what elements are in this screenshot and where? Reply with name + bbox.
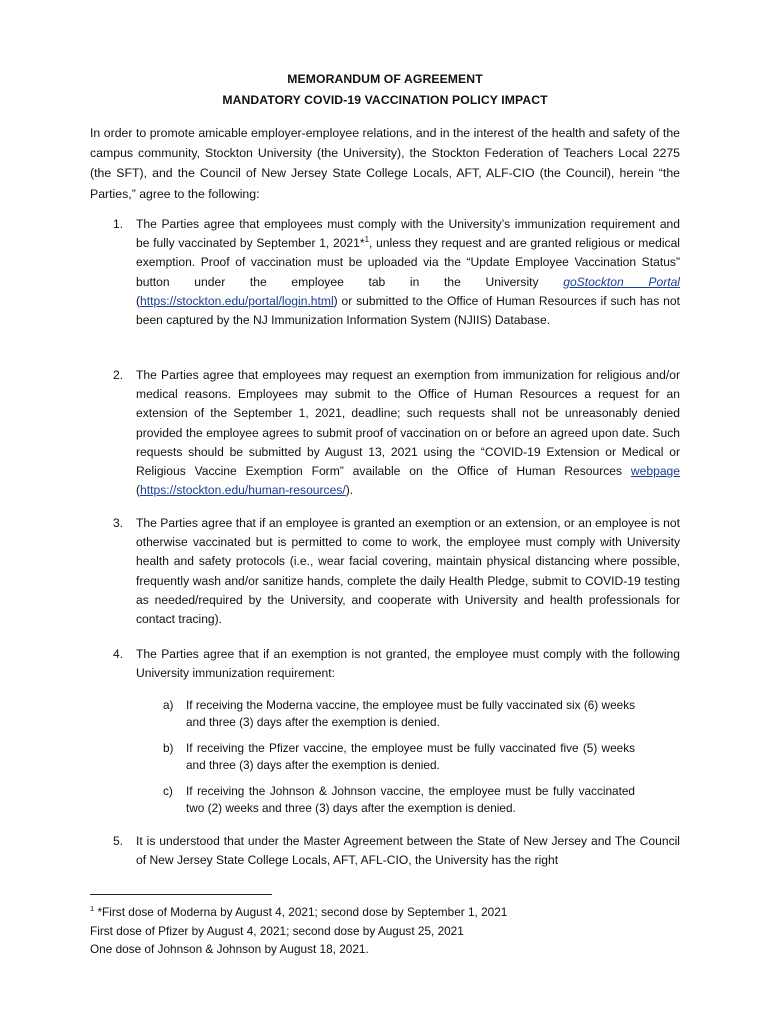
item-number: 3. <box>113 516 124 530</box>
item-number: 1. <box>113 217 124 231</box>
gostockton-portal-link[interactable]: goStockton Portal <box>563 274 680 289</box>
document-subtitle: MANDATORY COVID-19 VACCINATION POLICY IMPACT <box>222 93 548 107</box>
item-number: 5. <box>113 834 124 848</box>
list-item <box>113 514 680 629</box>
item-text: The Parties agree that employees may request an exemption from immunization for religious and/or medical reasons. Employees may submit to the Office of Human Resources a request for an extension of the September 1, 2021, deadline; such requests shall not be unreasonably denied provided the employee agrees to submit proof of vaccination on or before an agreed upon date. Such requests should be submitted by August 13, 2021 using the “COVID-19 Extension or Medical or Religious Vaccine Exemption Form” available on the Office of Human Resources webpage (https://stockton.edu/human-resources/). <box>136 368 680 498</box>
sub-item <box>163 697 635 732</box>
footnote <box>90 903 690 959</box>
sub-item-text: If receiving the Moderna vaccine, the employee must be fully vaccinated six (6) weeks and three (3) days after the exemption is denied. <box>186 698 635 730</box>
list-item <box>113 366 680 500</box>
footnote-marker: 1 <box>90 904 95 914</box>
list-item <box>113 645 680 683</box>
hr-webpage-link[interactable]: webpage <box>630 464 680 479</box>
portal-url-link[interactable]: https://stockton.edu/portal/login.html <box>140 293 334 308</box>
sub-item-text: If receiving the Pfizer vaccine, the employee must be fully vaccinated five (5) weeks and three (3) days after the exemption is denied. <box>186 741 635 773</box>
item-number: 2. <box>113 368 124 382</box>
sub-item-label: b) <box>163 741 174 755</box>
item-text: The Parties agree that if an exemption is not granted, the employee must comply with the following University immunization requirement: <box>136 647 680 681</box>
footnote-divider <box>90 894 272 895</box>
sub-item <box>163 740 635 775</box>
footnote-line: First dose of Pfizer by August 4, 2021; second dose by August 25, 2021 <box>90 923 464 938</box>
hr-url-link[interactable]: https://stockton.edu/human-resources/ <box>140 483 346 498</box>
item-number: 4. <box>113 647 124 661</box>
item-text: The Parties agree that employees must comply with the University’s immunization requirement and be fully vaccinated by September 1, 2021*$^1$, unless they request and are granted religious or medical exemption. Proof of vaccination must be uploaded via the “Update Employee Vaccination Status” button under the employee tab in the University goStockton Portal (https://stockton.edu/portal/login.html) or submitted to the Office of Human Resources if such has not been captured by the NJ Immunization Information System (NJIIS) Database. <box>136 217 680 328</box>
sub-item-label: c) <box>163 784 173 798</box>
document-title: MEMORANDUM OF AGREEMENT <box>287 72 483 86</box>
list-item <box>113 215 680 330</box>
intro-paragraph: In order to promote amicable employer-employee relations, and in the interest of the health and safety of the campus community, Stockton University (the University), the Stockton Federation of Teachers Local 2275 (the SFT), and the Council of New Jersey State College Locals, AFT, ALF-CIO (the Council), herein “the Parties,” agree to the following: <box>90 126 680 201</box>
list-item <box>113 832 680 870</box>
sub-item-text: If receiving the Johnson & Johnson vaccine, the employee must be fully vaccinated two (2) weeks and three (3) days after the exemption is denied. <box>186 784 635 816</box>
sub-item <box>163 783 635 818</box>
item-text: It is understood that under the Master Agreement between the State of New Jersey and The Council of New Jersey State College Locals, AFT, AFL-CIO, the University has the right <box>136 834 680 868</box>
sub-item-label: a) <box>163 698 174 712</box>
footnote-line: $^1$ *First dose of Moderna by August 4, 2021; second dose by September 1, 2021 <box>90 904 508 919</box>
item-text: The Parties agree that if an employee is granted an exemption or an extension, or an employee is not otherwise vaccinated but is permitted to come to work, the employee must comply with University health and safety protocols (i.e., wear facial covering, maintain physical distancing where possible, frequently wash and/or sanitize hands, complete the daily Health Pledge, submit to COVID-19 testing as needed/required by the University, and cooperate with University and health professionals for contact tracing). <box>136 516 680 627</box>
footnote-ref: 1 <box>364 235 370 245</box>
footnote-line: One dose of Johnson & Johnson by August 18, 2021. <box>90 942 369 957</box>
